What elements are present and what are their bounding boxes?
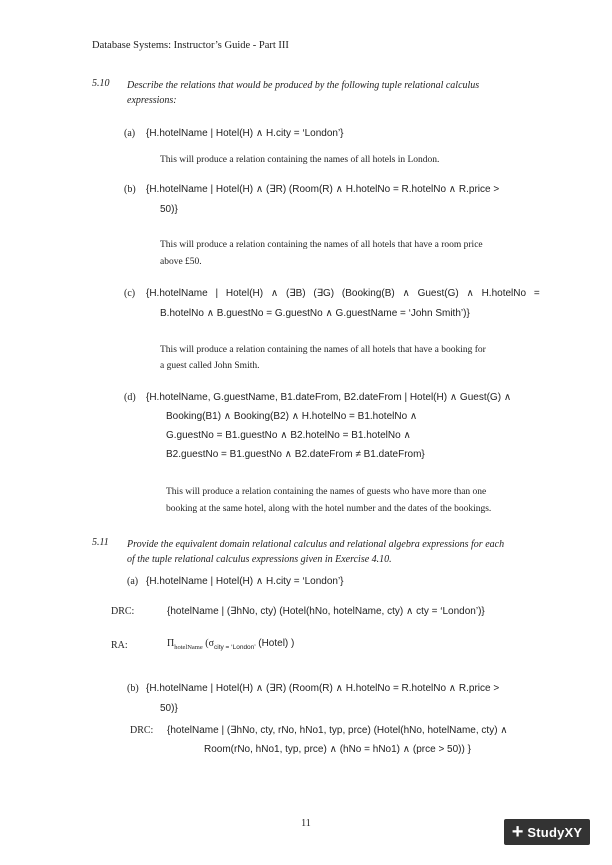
answer-d-line1: This will produce a relation containing the names of guests who have more than one <box>166 487 487 497</box>
ra-relation: (Hotel) ) <box>258 638 295 649</box>
expression-d-line3: G.guestNo = B1.guestNo ∧ B2.hotelNo = B1.hotelNo ∧ <box>166 430 411 441</box>
drc-expression-a: {hotelName | (∃hNo, cty) (Hotel(hNo, hotelName, cty) ∧ cty = ‘London’)} <box>167 606 485 617</box>
running-header: Database Systems: Instructor’s Guide - Part III <box>92 40 289 51</box>
expression-d-line1: {H.hotelName, G.guestName, B1.dateFrom, B2.dateFrom | Hotel(H) ∧ Guest(G) ∧ <box>146 392 512 403</box>
answer-a: This will produce a relation containing the names of all hotels in London. <box>160 155 440 165</box>
question-number-5-10: 5.10 <box>92 78 110 89</box>
expression-511-b-line1: {H.hotelName | Hotel(H) ∧ (∃R) (Room(R) ∧ H.hotelNo = R.hotelNo ∧ R.price > <box>146 683 500 694</box>
question-5-11-line1: Provide the equivalent domain relational calculus and relational algebra expressions for each <box>127 539 505 550</box>
projection-subscript: hotelName <box>174 644 203 651</box>
selection-symbol: (σ <box>205 638 214 649</box>
expression-a: {H.hotelName | Hotel(H) ∧ H.city = ‘London’} <box>146 128 344 139</box>
item-label-c: (c) <box>124 288 136 299</box>
item-label-511-a: (a) <box>127 576 139 587</box>
expression-b-line1: {H.hotelName | Hotel(H) ∧ (∃R) (Room(R) ∧ H.hotelNo = R.hotelNo ∧ R.price > <box>146 184 500 195</box>
item-label-b: (b) <box>124 184 136 195</box>
selection-subscript: city = ‘London’ <box>214 644 256 651</box>
question-5-10-line2: expressions: <box>127 95 177 106</box>
expression-b-line2: 50)} <box>160 204 178 215</box>
expression-c-line2: B.hotelNo ∧ B.guestNo = G.guestNo ∧ G.guestName = ‘John Smith’)} <box>160 308 470 319</box>
drc-label-b: DRC: <box>130 725 154 736</box>
studyxy-logo[interactable] <box>504 819 590 845</box>
answer-d-line2: booking at the same hotel, along with the hotel number and the dates of the bookings. <box>166 504 492 514</box>
item-label-a: (a) <box>124 128 136 139</box>
logo-text: StudyXY <box>527 824 583 840</box>
plus-icon: + <box>511 821 524 843</box>
answer-b-line1: This will produce a relation containing the names of all hotels that have a room price <box>160 240 483 250</box>
ra-label-a: RA: <box>111 640 128 651</box>
answer-b-line2: above £50. <box>160 257 202 267</box>
question-5-11-line2: of the tuple relational calculus expressions given in Exercise 4.10. <box>127 554 392 565</box>
item-label-d: (d) <box>124 392 136 403</box>
expression-d-line4: B2.guestNo = B1.guestNo ∧ B2.dateFrom ≠ B1.dateFrom} <box>166 449 425 460</box>
expression-511-a: {H.hotelName | Hotel(H) ∧ H.city = ‘London’} <box>146 576 344 587</box>
expression-d-line2: Booking(B1) ∧ Booking(B2) ∧ H.hotelNo = B1.hotelNo ∧ <box>166 411 418 422</box>
ra-expression-a <box>167 638 294 651</box>
drc-expression-b-line2: Room(rNo, hNo1, typ, prce) ∧ (hNo = hNo1) ∧ (prce > 50)) } <box>204 744 471 755</box>
projection-symbol: Π <box>167 638 175 649</box>
question-number-5-11: 5.11 <box>92 537 109 548</box>
drc-label-a: DRC: <box>111 606 135 617</box>
item-label-511-b: (b) <box>127 683 139 694</box>
page-number: 11 <box>301 818 311 829</box>
drc-expression-b-line1: {hotelName | (∃hNo, cty, rNo, hNo1, typ, prce) (Hotel(hNo, hotelName, cty) ∧ <box>167 725 508 736</box>
answer-c-line1: This will produce a relation containing the names of all hotels that have a booking for <box>160 345 486 355</box>
answer-c-line2: a guest called John Smith. <box>160 361 260 371</box>
expression-c-line1: {H.hotelName | Hotel(H) ∧ (∃B) (∃G) (Booking(B) ∧ Guest(G) ∧ H.hotelNo = <box>146 288 540 299</box>
expression-511-b-line2: 50)} <box>160 703 178 714</box>
question-5-10-line1: Describe the relations that would be produced by the following tuple relational calculus <box>127 80 480 91</box>
